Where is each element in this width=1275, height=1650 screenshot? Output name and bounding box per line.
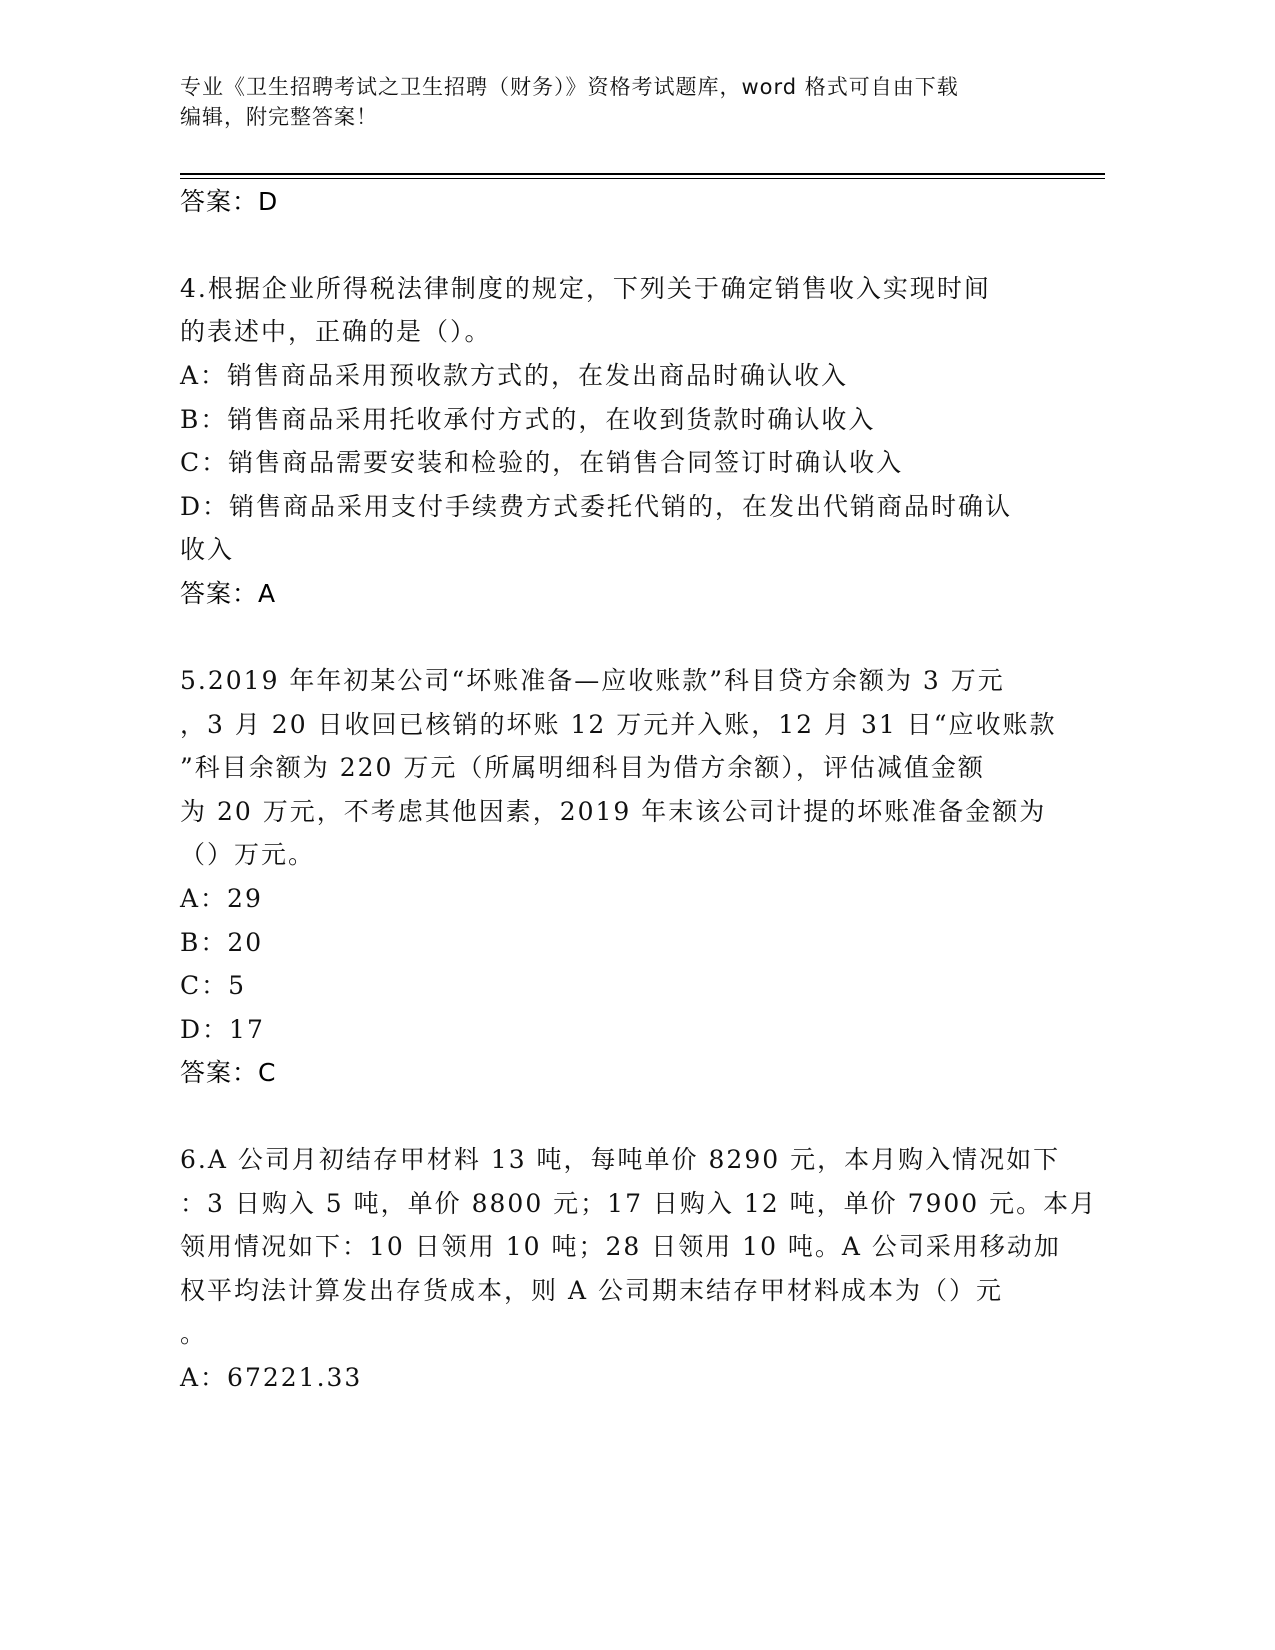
option-a: A：29 [180, 884, 263, 913]
page-header [180, 72, 1060, 132]
option-a: A：67221.33 [180, 1363, 363, 1392]
option-d-continued: 收入 [180, 535, 235, 564]
question-stem-line: 领用情况如下：10 日领用 10 吨；28 日领用 10 吨。A 公司采用移动加 [180, 1232, 1061, 1261]
option-a: A：销售商品采用预收款方式的，在发出商品时确认收入 [180, 361, 849, 390]
option-d: D：销售商品采用支付手续费方式委托代销的，在发出代销商品时确认 [180, 492, 1013, 521]
question-stem-line: 5.2019 年年初某公司“坏账准备—应收账款”科目贷方余额为 3 万元 [180, 666, 1005, 695]
answer-q4: 答案：A [180, 579, 277, 608]
question-stem-line: 权平均法计算发出存货成本，则 A 公司期末结存甲材料成本为（）元 [180, 1276, 1003, 1305]
question-stem-line: 4.根据企业所得税法律制度的规定，下列关于确定销售收入实现时间 [180, 274, 991, 303]
header-line: 编辑，附完整答案！ [180, 105, 378, 129]
question-stem-line: （）万元。 [180, 840, 316, 869]
question-stem-line: 6.A 公司月初结存甲材料 13 吨，每吨单价 8290 元，本月购入情况如下 [180, 1145, 1061, 1174]
question-stem-line: 为 20 万元，不考虑其他因素，2019 年末该公司计提的坏账准备金额为 [180, 797, 1047, 826]
option-b: B：销售商品采用托收承付方式的，在收到货款时确认收入 [180, 405, 876, 434]
question-stem-line: ”科目余额为 220 万元（所属明细科目为借方余额），评估减值金额 [180, 753, 985, 782]
question-stem-line: ，3 月 20 日收回已核销的坏账 12 万元并入账，12 月 31 日“应收账款 [180, 710, 1057, 739]
question-stem-line: 的表述中，正确的是（）。 [180, 317, 492, 346]
header-divider-thick [180, 173, 1105, 175]
answer-q5: 答案：C [180, 1058, 277, 1087]
option-b: B：20 [180, 928, 264, 957]
question-stem-line: ：3 日购入 5 吨，单价 8800 元；17 日购入 12 吨，单价 7900 元。本月 [180, 1189, 1098, 1218]
header-divider-thin [180, 178, 1105, 179]
header-line: 专业《卫生招聘考试之卫生招聘（财务）》资格考试题库，word 格式可自由下载 [180, 75, 959, 99]
question-stem-line: 。 [180, 1319, 208, 1348]
option-c: C：销售商品需要安装和检验的，在销售合同签订时确认收入 [180, 448, 904, 477]
answer-q3: 答案：D [180, 187, 279, 216]
option-d: D：17 [180, 1015, 265, 1044]
option-c: C：5 [180, 971, 247, 1000]
